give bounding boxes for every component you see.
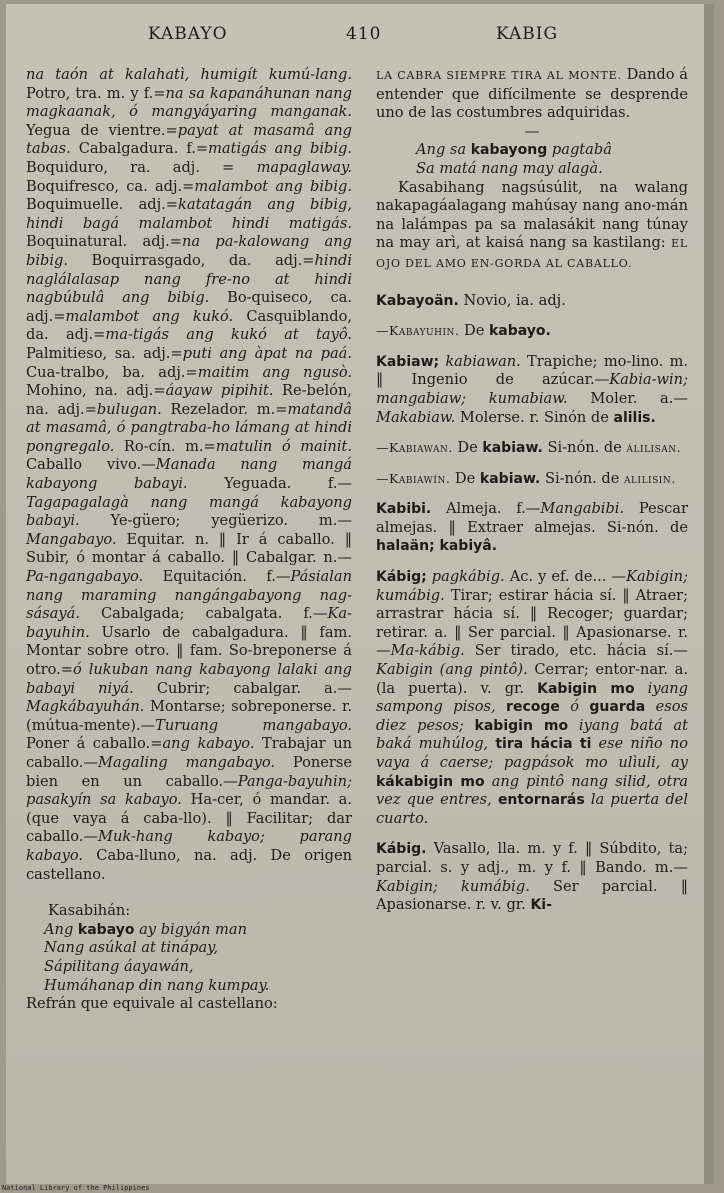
tagalog-text: Ka-bayuhin. — [26, 605, 352, 641]
text-run: Boquimuelle. adj.= — [26, 196, 179, 214]
tagalog-text: Panga-bayuhin; pasakyín sa kabayo. — [26, 772, 352, 809]
tagalog-text: malambot ang bibig. — [194, 177, 352, 195]
tagalog-text: ó — [559, 698, 590, 716]
tagalog-text: Ma-kábig. — [390, 642, 465, 660]
tagalog-text: esos diez pesos; — [376, 698, 688, 734]
kasabihan-explanation — [376, 179, 688, 274]
tagalog-text: Pásialan nang maraming nangángabayong nag-sásayá. — [26, 568, 352, 623]
headword: kabiaw. — [482, 440, 543, 457]
tagalog-text: Nang asúkal at tinápay, — [44, 939, 219, 957]
entry-kabiawin — [376, 470, 688, 489]
headword: entornarás — [497, 792, 585, 809]
page-number: 410 — [346, 24, 382, 44]
text-run: Bo-quiseco, ca. adj.= — [26, 289, 352, 325]
kabayo-proverb-verse — [26, 921, 352, 995]
tagalog-text: malambot ang kukó. — [65, 307, 234, 325]
text-run: Cubrir; cabalgar. a.— — [133, 679, 352, 697]
tagalog-text: pagkábig. — [426, 568, 505, 586]
tagalog-text: na pa-kalowang ang bibig. — [26, 233, 352, 269]
text-run: Boquifresco, ca. adj.= — [26, 177, 195, 195]
text-run: Pescar almejas. ‖ Extraer almejas. Si-nón. de — [376, 500, 688, 536]
tagalog-text: matulin ó mainit. — [215, 437, 352, 455]
text-run: De — [450, 469, 480, 487]
headword: kabigin mo — [474, 717, 569, 734]
tagalog-text: Mangabayo. — [26, 530, 117, 548]
text-run: Ac. y ef. de... — — [504, 568, 627, 586]
tagalog-text: Magaling mangabayo. — [98, 753, 276, 771]
right-column — [376, 66, 688, 915]
text-run: LA CABRA SIEMPRE TIRA AL MONTE. — [376, 69, 622, 82]
text-run: Usarlo de cabalgadura. ‖ fam. Montar sobre otro. ‖ fam. So-breponerse á otro.= — [26, 623, 352, 678]
text-run: Re-belón, na. adj.= — [26, 382, 352, 418]
headword: Kabiaw; — [376, 353, 440, 370]
text-run: Boquirrasgado, da. adj.= — [68, 251, 315, 269]
text-run: Si-nón. de — [540, 469, 625, 487]
entry-kabig — [376, 568, 688, 828]
text-run: Novio, ia. adj. — [458, 291, 566, 309]
tagalog-text: na taón at kalahatì, humigít kumú-lang. — [26, 66, 352, 83]
text-run: Ha-cer, ó mandar. a. (que vaya á caba-llo). ‖ Facilitar; dar caballo.— — [26, 791, 352, 846]
text-run: Poner á caballo.= — [26, 735, 163, 753]
entry-kabig-vasallo — [376, 840, 688, 914]
tagalog-text: iyang sampong pisos, — [376, 679, 689, 716]
text-run: Si-nón. de — [542, 439, 627, 457]
headword: Kabibi. — [376, 501, 432, 518]
entry-kabiawan — [376, 439, 688, 458]
text-run: Tirar; estirar hácia sí. ‖ Atraer; arrastrar hácia sí. ‖ Recoger; guardar; retirar. a. ‖ Ser parcial. ‖ Apasionarse. r.— — [376, 586, 688, 660]
headword: Ki- — [530, 897, 552, 914]
text-run: Vasallo, lla. m. y f. ‖ Súbdito, ta; parcial. s. y adj., m. y f. ‖ Bando. m.— — [376, 840, 688, 876]
text-run: Boquiduro, ra. adj. = — [26, 158, 257, 176]
page-edge — [704, 4, 714, 1184]
entry-kabiaw — [376, 353, 688, 427]
tagalog-text: Kabia-win; mangabiaw; kumabiaw. — [376, 371, 688, 407]
text-run: Moler. a.— — [567, 389, 688, 407]
tagalog-text: Kabigin; kumábig. — [376, 568, 689, 604]
text-run: Boquinatural. adj.= — [26, 233, 182, 251]
header-right-guide-word: KABIG — [496, 24, 559, 44]
tagalog-text: Sa matá nang may alagà. — [416, 159, 603, 177]
tagalog-text: puti ang àpat na paá. — [182, 344, 352, 362]
tagalog-text: Kabigin (ang pintô). — [376, 661, 528, 679]
text-run: Ro-cín. m.= — [114, 437, 216, 455]
headword: alilis. — [613, 409, 656, 426]
tagalog-text: hindi naglálalasap nang fre-no at hindi nagbúbulâ ang bibig. — [26, 251, 352, 307]
headword: Kábig; — [376, 569, 427, 586]
section-dash: — — [524, 122, 540, 140]
tagalog-text: mapaglaway. — [256, 158, 352, 176]
text-run: Cabalgada; cabalgata. f.— — [79, 605, 328, 623]
entry-kabibi — [376, 500, 688, 556]
headword: Kabigin mo — [537, 680, 635, 697]
header-left-guide-word: KABAYO — [148, 24, 228, 44]
text-run: álilisan. — [626, 440, 682, 456]
text-run: Equitación. f.— — [143, 568, 291, 586]
text-run: De — [459, 322, 489, 340]
text-run: Rezelador. m.= — [161, 400, 288, 418]
text-run: Dando á entender que difícilmente se desprende uno de las costumbres adquiridas. — [376, 66, 688, 122]
text-run: Potro, tra. m. y f.= — [26, 84, 166, 102]
text-run: Trapiche; mo-lino. m. ‖ Ingenio de azúcar.— — [376, 352, 688, 389]
text-run: Ponerse bien en un caballo.— — [26, 753, 352, 790]
verse-line — [44, 977, 352, 996]
text-run: Kasabihang nagsúsúlit, na walang nakapagáalagang mahúsay nang ano-mán na lalámpas pa sa malasákit nang túnay na may arì, at kaisá nang sa kastilang: — [376, 178, 688, 252]
tagalog-text: bulugan. — [96, 400, 162, 418]
tagalog-text: Ang sa — [416, 141, 471, 159]
tagalog-text: pagtabâ — [547, 141, 612, 159]
tagalog-text: ang pintô nang silid, otra vez que entres, — [376, 772, 689, 809]
tagalog-text: áayaw pipihit. — [165, 382, 274, 400]
tagalog-text: Muk-hang kabayo; parang kabayo. — [26, 828, 352, 864]
verse-line — [44, 958, 352, 977]
kabayong-proverb-verse — [376, 141, 688, 178]
headword: guarda — [589, 699, 646, 716]
tagalog-text: Kabigin; kumábig. — [376, 877, 530, 895]
refran-castellano — [376, 66, 688, 123]
text-run: De — [452, 439, 483, 457]
headword: kabayo — [77, 921, 135, 938]
text-run: —Kabiawín. — [376, 470, 451, 486]
tagalog-text: kabiawan. — [439, 352, 521, 370]
tagalog-text: katatagán ang bibig, hindi bagá malambot hindi matigás. — [26, 196, 352, 232]
tagalog-text: payat at masamâ ang tabas. — [26, 121, 352, 158]
verse-line — [44, 921, 352, 940]
tagalog-text: iyang batá at baká muhúlog, — [376, 716, 688, 753]
headword: Kábig. — [376, 841, 427, 858]
dictionary-page — [6, 4, 714, 1184]
tagalog-text: ese niño no vaya á caerse; pagpások mo ulìuli, ay — [376, 735, 688, 771]
headword: halaän; kabiyâ. — [376, 538, 498, 555]
kabayo-entry-continuation — [26, 66, 352, 884]
text-run: —Kabayuhin. — [376, 323, 460, 339]
tagalog-text: Makabiaw. — [376, 408, 456, 426]
tagalog-text: Sápilitang áayawán, — [44, 957, 194, 975]
headword: recoge — [506, 699, 560, 716]
text-run: Mohino, na. adj.= — [26, 382, 166, 400]
headword: kabiaw. — [479, 470, 541, 487]
text-run: Yeguada. f.— — [187, 475, 352, 493]
tagalog-text: Manada nang mangá kabayong babayi. — [26, 456, 352, 493]
headword: Kabayoän. — [376, 292, 459, 309]
text-run: —Kabiawan. — [376, 440, 453, 456]
headword: kabayo. — [489, 323, 551, 340]
entry-kabayuhin — [376, 322, 688, 341]
headword: kákabigin mo — [376, 773, 485, 790]
verse-line — [394, 141, 688, 160]
entry-kabayoan — [376, 292, 688, 311]
text-run: Cabalgadura. f.= — [70, 140, 209, 158]
tagalog-text: na sa kapanáhunan nang magkaanak, ó mangyáyaring manganak. — [26, 84, 352, 121]
verse-line — [44, 939, 352, 958]
tagalog-text: Turuang mangabayo. — [155, 716, 352, 734]
tagalog-text: ang kabayo. — [162, 735, 255, 753]
text-run: Molerse. r. Sinón de — [455, 408, 614, 426]
tagalog-text: Magkábayuhán. — [26, 698, 145, 716]
text-run: Palmitieso, sa. adj.= — [26, 344, 183, 362]
text-run: Yegua de vientre.= — [26, 121, 178, 139]
tagalog-text: Humáhanap din nang kumpay. — [44, 976, 270, 994]
headword: tira hácia ti — [495, 736, 592, 753]
verse-line — [394, 160, 688, 179]
tagalog-text: matandâ at masamâ, ó pangtraba-ho lámang at hindi pongregalo. — [26, 400, 352, 455]
tagalog-text: Ang — [44, 920, 78, 938]
text-run: Ser tirado, etc. hácia sí.— — [464, 642, 688, 660]
tagalog-text: Tagapagalagà nang mangá kabayong babayi. — [26, 493, 352, 530]
text-run: Caba-lluno, na. adj. De origen castellano. — [26, 846, 352, 883]
library-watermark-footer: National Library of the Philippines — [2, 1184, 150, 1192]
page-header — [6, 24, 714, 48]
tagalog-text: ó lukuban nang kabayong lalaki ang babayi niyá. — [26, 661, 352, 697]
text-run: Cua-tralbo, ba. adj.= — [26, 363, 198, 381]
text-run: Ser parcial. ‖ Apasionarse. r. v. gr. — [376, 877, 688, 914]
text-run: Casquiblando, da. adj.= — [26, 307, 353, 344]
text-run: Caballo vivo.— — [26, 456, 156, 474]
text-run: Ye-güero; yegüerizo. m.— — [79, 512, 352, 530]
tagalog-text: matigás ang bibig. — [208, 140, 352, 158]
tagalog-text: ay bigyán man — [134, 920, 247, 938]
refran-line: Refrán que equivale al castellano: — [26, 995, 278, 1013]
text-run: Cerrar; entor-nar. a. (la puerta). v. gr. — [376, 661, 689, 697]
text-run: Almeja. f.— — [431, 500, 541, 518]
text-run: Trabajar un caballo.— — [26, 735, 352, 771]
tagalog-text: maitim ang ngusò. — [197, 363, 352, 381]
text-run: alilisin. — [624, 470, 676, 486]
tagalog-text: Mangabibi. — [540, 500, 625, 518]
tagalog-text: ma-tigás ang kukó at tayô. — [105, 326, 352, 344]
text-run: Montarse; sobreponerse. r. (mútua-mente).— — [26, 698, 352, 734]
text-run: EL OJO DEL AMO EN-GORDA AL CABALLO. — [376, 237, 688, 270]
tagalog-text: Pa-ngangabayo. — [26, 568, 144, 586]
left-column — [26, 66, 352, 1014]
kasabihan-label: Kasabihán: — [48, 902, 131, 920]
headword: kabayong — [470, 142, 548, 159]
text-run: Equitar. n. ‖ Ir á caballo. ‖ Subir, ó montar á caballo. ‖ Cabalgar. n.— — [26, 530, 352, 567]
tagalog-text: la puerta del cuarto. — [376, 791, 688, 827]
